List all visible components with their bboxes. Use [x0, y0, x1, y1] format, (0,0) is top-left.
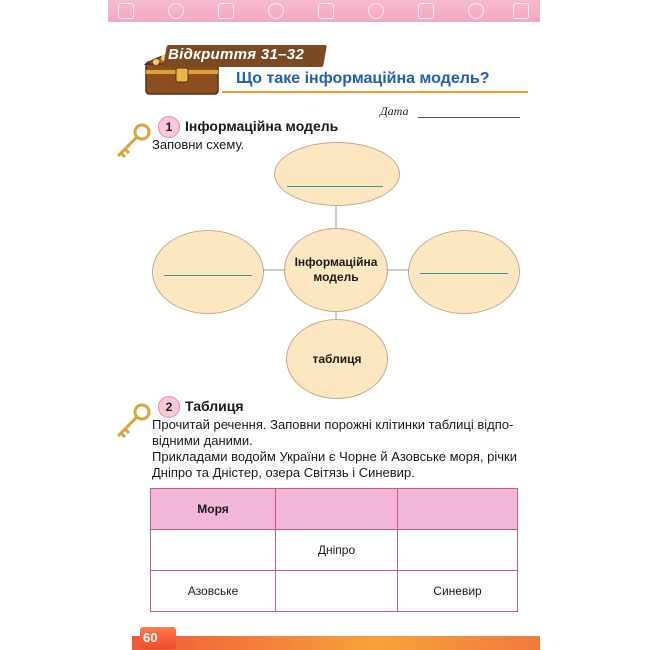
blank-answer-line — [420, 273, 508, 274]
table-row — [151, 571, 518, 612]
info-model-diagram — [140, 130, 540, 410]
key-icon — [112, 402, 152, 442]
table-row — [151, 530, 518, 571]
pattern-icon — [368, 3, 384, 19]
table-cell: Азовське — [151, 571, 276, 612]
page-title: Що таке інформаційна модель? — [236, 70, 490, 87]
pattern-icon — [468, 3, 484, 19]
table-cell: Дніпро — [276, 530, 398, 571]
section2-instruction-line2: відними даними. — [152, 433, 253, 448]
table-header-cell: Моря — [151, 489, 276, 530]
section2-sentence-line1: Прикладами водойм України є Чорне й Азовське моря, річки — [152, 449, 517, 464]
title-underline — [222, 91, 528, 93]
table-cell: Синевир — [398, 571, 518, 612]
ellipse-right[interactable] — [408, 230, 520, 314]
section-number-1: 1 — [158, 116, 180, 138]
ellipse-center: Інформаційна модель — [284, 228, 388, 312]
top-decorative-band — [108, 0, 540, 22]
pattern-icon — [418, 3, 434, 19]
lesson-label: Відкриття 31–32 — [168, 46, 305, 63]
table-cell-blank[interactable] — [151, 530, 276, 571]
pattern-icon — [118, 3, 134, 19]
pattern-icon — [513, 3, 529, 19]
ellipse-left[interactable] — [152, 230, 264, 314]
section2-instruction-line1: Прочитай речення. Заповни порожні клітинки таблиці відпо- — [152, 417, 514, 432]
ellipse-top[interactable] — [274, 142, 400, 206]
bottom-decorative-band — [132, 636, 540, 650]
page-number: 60 — [143, 630, 158, 645]
date-field[interactable] — [418, 117, 520, 118]
blank-answer-line — [164, 275, 252, 276]
table-cell-blank[interactable] — [276, 571, 398, 612]
pattern-icon — [318, 3, 334, 19]
pattern-icon — [218, 3, 234, 19]
table-cell-blank[interactable] — [398, 530, 518, 571]
pattern-icon — [168, 3, 184, 19]
section2-title: Таблиця — [185, 398, 244, 414]
table-header-row — [151, 489, 518, 530]
section1-title: Інформаційна модель — [185, 118, 339, 134]
ellipse-bottom: таблиця — [286, 319, 388, 399]
section1-instruction: Заповни схему. — [152, 137, 245, 152]
water-bodies-table — [150, 488, 518, 612]
date-label: Дата — [380, 104, 409, 118]
section2-sentence-line2: Дніпро та Дністер, озера Світязь і Синевир. — [152, 465, 415, 480]
table-header-cell-blank[interactable] — [398, 489, 518, 530]
blank-answer-line — [287, 186, 383, 187]
table-header-cell-blank[interactable] — [276, 489, 398, 530]
section-number-2: 2 — [158, 396, 180, 418]
pattern-icon — [268, 3, 284, 19]
